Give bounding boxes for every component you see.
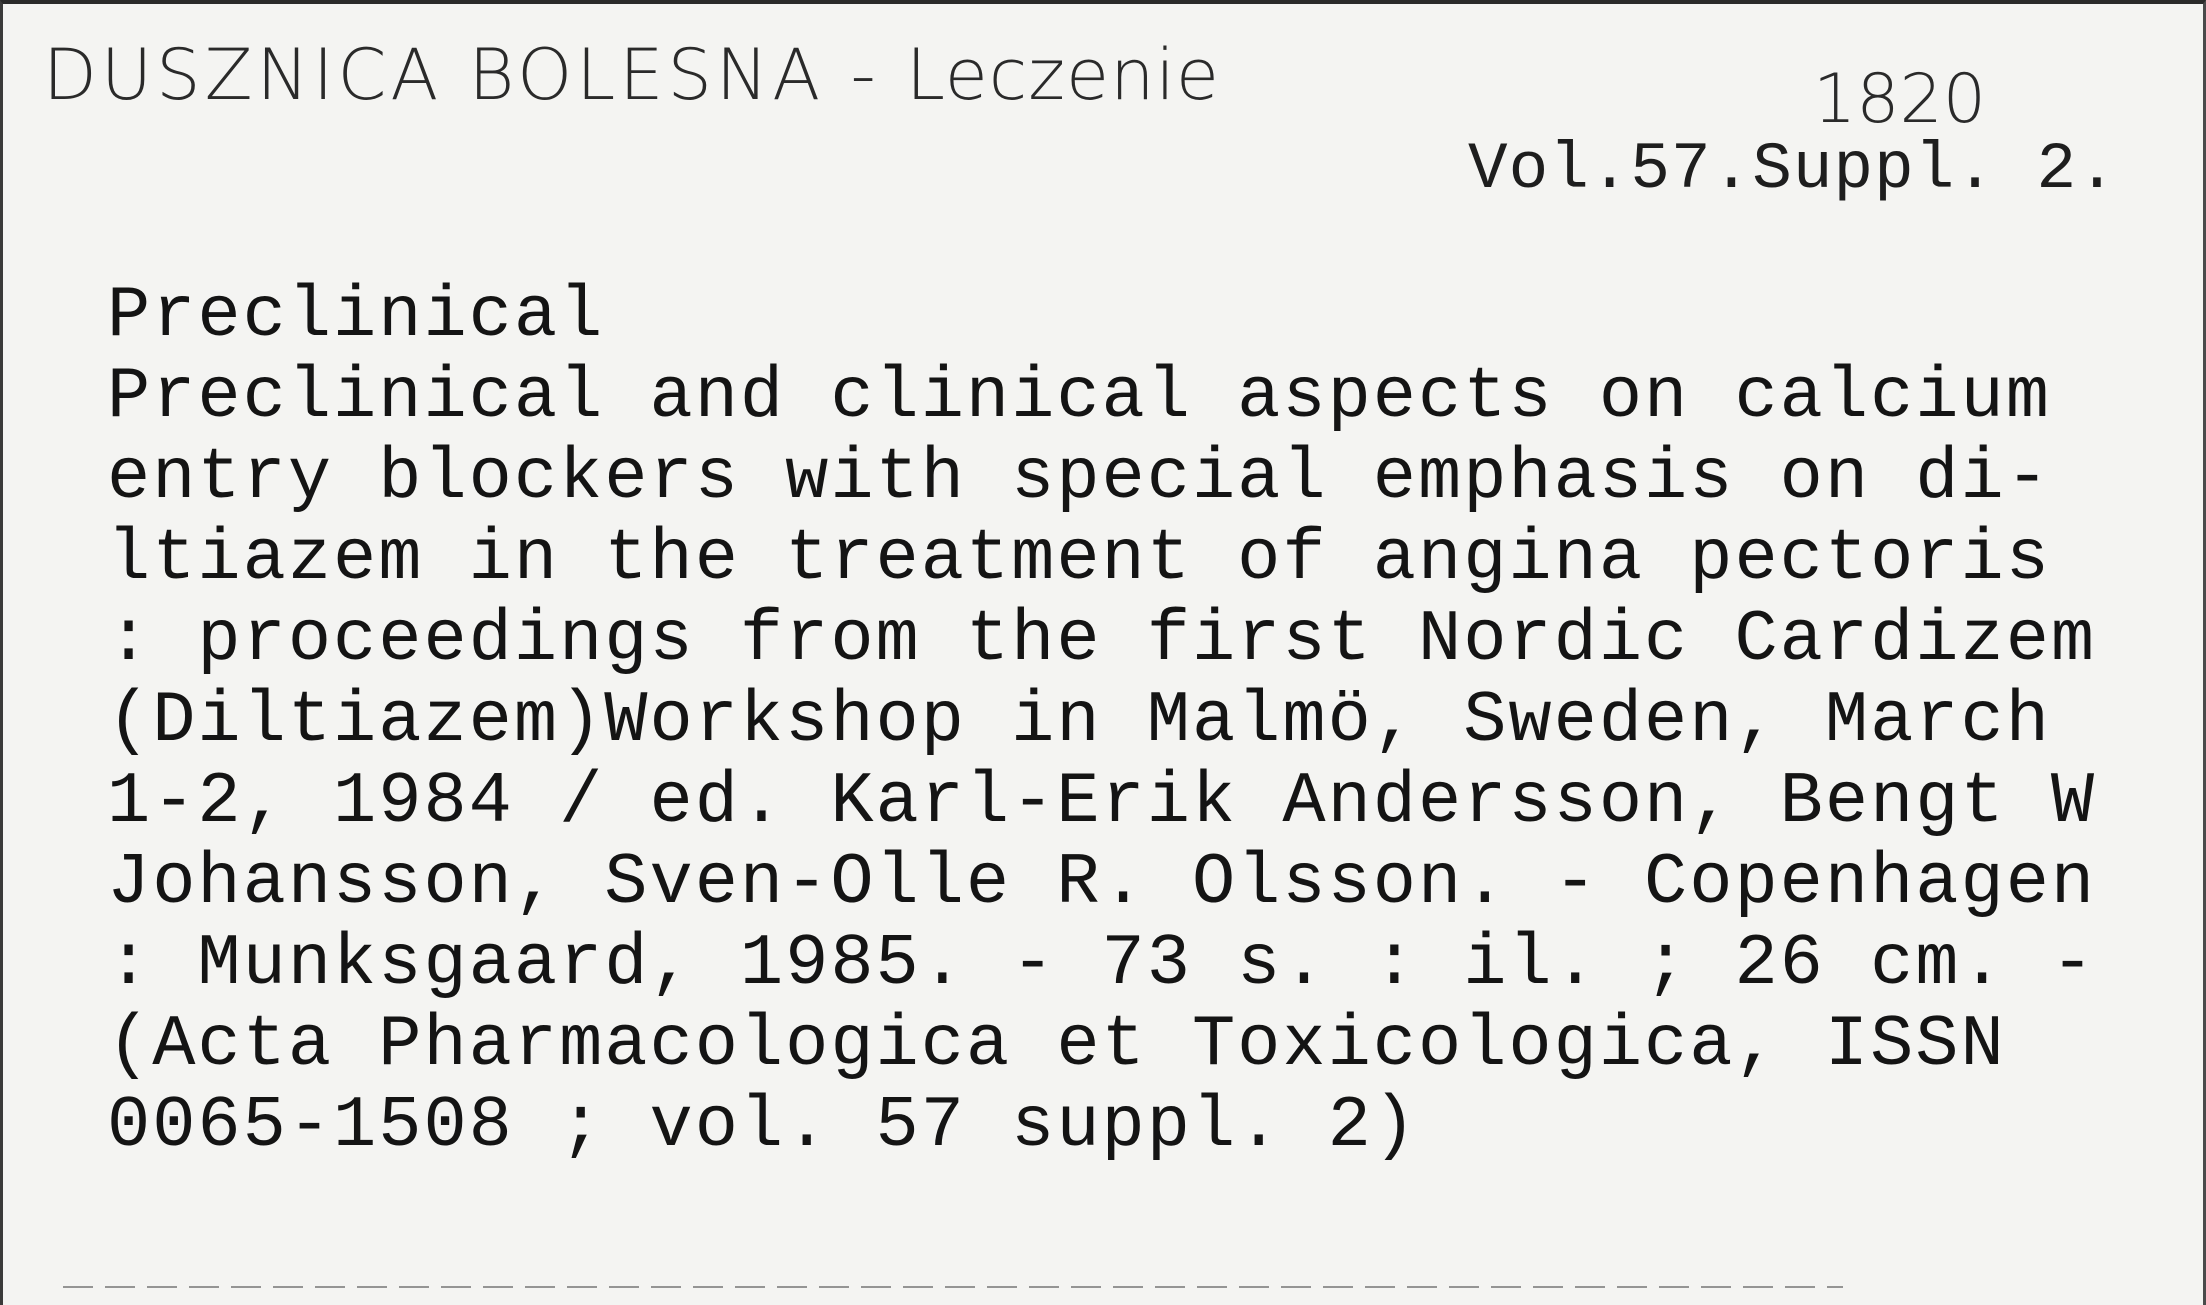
shelf-mark: Vol.57.Suppl. 2.	[1468, 132, 2118, 207]
description-line: Preclinical and clinical aspects on calcium	[107, 356, 2051, 438]
heading-topic: Leczenie	[905, 34, 1220, 116]
title-short: Preclinical	[107, 275, 605, 357]
heading-place: DUSZNICA BOLESNA	[43, 34, 825, 116]
description-line: 1-2, 1984 / ed. Karl-Erik Andersson, Bengt W	[107, 761, 2097, 843]
heading-dash: -	[850, 34, 880, 116]
card-heading	[43, 34, 1220, 116]
description-line: : proceedings from the first Nordic Cardizem	[107, 599, 2097, 681]
description-line: ltiazem in the treatment of angina pectoris	[107, 518, 2051, 600]
bibliographic-description	[107, 276, 2096, 1167]
card-bottom-rule	[63, 1286, 1843, 1288]
description-line: entry blockers with special emphasis on di-	[107, 437, 2051, 519]
card-year: 1820	[1813, 60, 1987, 139]
description-line: 0065-1508 ; vol. 57 suppl. 2)	[107, 1085, 1419, 1167]
description-line: (Acta Pharmacologica et Toxicologica, ISSN	[107, 1004, 2006, 1086]
description-line: : Munksgaard, 1985. - 73 s. : il. ; 26 cm. -	[107, 923, 2097, 1005]
description-line: (Diltiazem)Workshop in Malmö, Sweden, March	[107, 680, 2051, 762]
description-line: Johansson, Sven-Olle R. Olsson. - Copenhagen	[107, 842, 2097, 924]
